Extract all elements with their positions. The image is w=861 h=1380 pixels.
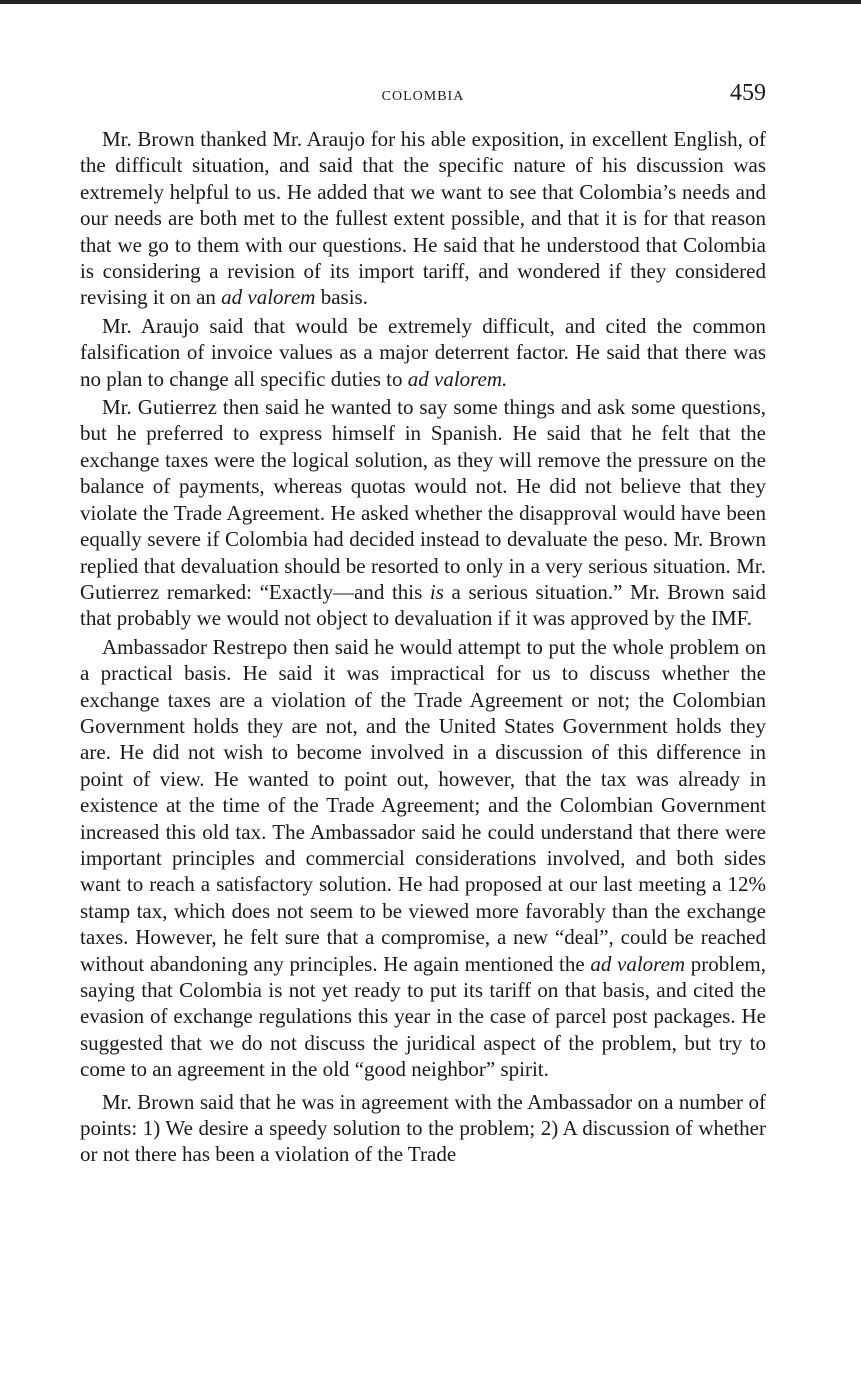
- paragraph: [80, 126, 766, 311]
- top-rule: [0, 0, 861, 4]
- italic-phrase: ad valorem.: [407, 366, 508, 391]
- paragraph: [80, 394, 766, 632]
- page-number: 459: [730, 80, 766, 106]
- paragraph-text: Mr. Araujo said that would be extremely difficult, and cited the common falsification of invoice values as a major deterrent factor. He said that there was no plan to change all specific duties to: [80, 313, 766, 391]
- italic-phrase: is: [429, 579, 444, 604]
- running-head: [80, 80, 766, 114]
- paragraph-text: Ambassador Restrepo then said he would attempt to put the whole problem on a practical basis. He said it was impractical for us to discuss whether the exchange taxes are a violation of the Trade Agreement or not; the Colombian Government holds they are not, and the United States Government holds they are. He did not wish to become involved in a discussion of this difference in point of view. He wanted to point out, however, that the tax was already in existence at the time of the Trade Agreement; and the Colombian Government increased this old tax. The Ambassador said he could understand that there were important principles and commercial considerations involved, and both sides want to reach a satisfactory solution. He had proposed at our last meeting a 12% stamp tax, which does not seem to be viewed more favorably than the exchange taxes. However, he felt sure that a compromise, a new “deal”, could be reached without abandoning any principles. He again mentioned the: [80, 634, 766, 976]
- paragraph: [80, 634, 766, 1083]
- paragraph-text: Mr. Brown said that he was in agreement with the Ambassador on a number of points: 1) We desire a speedy solution to the problem; 2) A discussion of whether or not there has been a violation of the Trade: [80, 1089, 766, 1167]
- paragraph-text: a serious situation.” Mr. Brown said that probably we would not object to devaluation if it was approved by the IMF.: [80, 579, 766, 631]
- paragraph-text: Mr. Brown thanked Mr. Araujo for his able exposition, in excellent English, of the difficult situation, and said that the specific nature of his discussion was extremely helpful to us. He added that we want to see that Colombia’s needs and our needs are both met to the fullest extent possible, and that it is for that reason that we go to them with our questions. He said that he understood that Colombia is considering a revision of its import tariff, and wondered if they considered revising it on an: [80, 127, 766, 310]
- paragraph: [80, 313, 766, 392]
- body-text: [80, 126, 766, 1170]
- paragraph-text: basis.: [315, 285, 368, 310]
- italic-phrase: ad valorem: [590, 951, 686, 976]
- paragraph: [80, 1089, 766, 1168]
- paragraph-text: Mr. Gutierrez then said he wanted to say some things and ask some questions, but he preferred to express himself in Spanish. He said that he felt that the exchange taxes were the logical solution, as they will remove the pressure on the balance of payments, whereas quotas would not. He did not believe that they violate the Trade Agreement. He asked whether the disapproval would have been equally severe if Colombia had decided instead to devaluate the peso. Mr. Brown replied that devaluation should be resorted to only in a very serious situation. Mr. Gutierrez remarked: “Exactly—and this: [80, 395, 766, 604]
- paragraph-text: problem, saying that Colombia is not yet ready to put its tariff on that basis, and cited the evasion of exchange regulations this year in the case of parcel post packages. He suggested that we do not discuss the juridical aspect of the problem, but try to come to an agreement in the old “good neighbor” spirit.: [80, 951, 766, 1082]
- running-title: COLOMBIA: [381, 89, 465, 104]
- italic-phrase: ad valorem: [221, 285, 316, 310]
